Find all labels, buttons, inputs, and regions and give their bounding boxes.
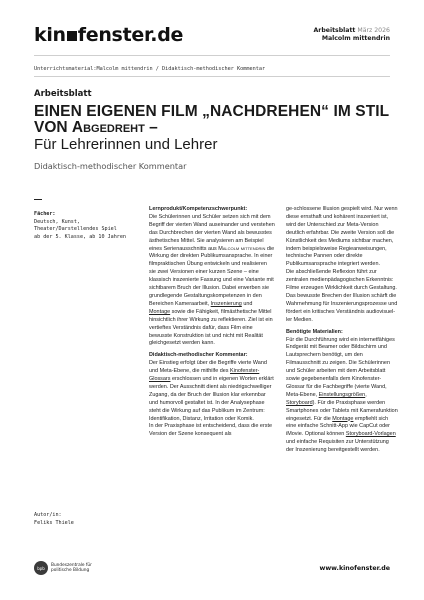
content-column-2 bbox=[286, 206, 398, 455]
heading-didactic-commentary: Didaktisch-methodischer Kommentar: bbox=[149, 352, 248, 359]
header-divider bbox=[34, 55, 390, 56]
link-einstellungsgroessen[interactable]: Einstellungsgrößen bbox=[318, 391, 366, 398]
document-info bbox=[314, 27, 390, 43]
bpb-name-line2: politische Bildung bbox=[51, 568, 90, 573]
page-subtitle: Didaktisch-methodischer Kommentar bbox=[34, 161, 187, 171]
paragraph-materials: Für die Durchführung wird ein internetfähiges Endgerät mit Beamer oder Bildschirm und Lautsprechern benötigt, um den Filmausschnitt zu zeigen. Die Schülerinnen und Schüler arbeiten mit dem Arbeitsblatt sowie gegebenenfalls dem Kinofenster-Glossar für die Fachbegriffe (vierte Wand, Meta-Ebene, Einstellungsgrößen, Storyboard). Für die Praxisphase werden Smartphones oder Tablets mit Kamerafunktion eingesetzt. Für die Montage empfiehlt sich eine einfache Schnitt-App wie CapCut oder iMovie. Optional können Storyboard-Vorlagen und einfache Requisiten zur Unterstützung der Inszenierung bereitgestellt werden. bbox=[286, 336, 398, 454]
heading-learning-product: Lernprodukt/Kompetenzschwerpunkt: bbox=[149, 206, 248, 212]
breadcrumb: Unterrichtsmaterial:Malcolm mittendrin / Didaktisch-methodischer Kommentar bbox=[34, 66, 266, 72]
footer-url-link[interactable]: www.kinofenster.de bbox=[319, 565, 390, 572]
bpb-name-line1: Bundeszentrale für bbox=[51, 563, 92, 568]
paragraph-reflection: Die abschließende Reflexion führt zur zentralen medienpädagogischen Erkenntnis: Filme erzeugen Wirklichkeit durch Gestaltung. Das bewusste Brechen der Illusion schärft die Wahrnehmung für Inszenierungsprozesse und fördert ein kritisches Verständnis audiovisuel-ler Medien. bbox=[286, 269, 398, 323]
bpb-name bbox=[51, 563, 92, 573]
logo-text-right: fenster.de bbox=[77, 24, 184, 46]
doc-type: Arbeitsblatt bbox=[313, 27, 356, 34]
page-title-line2 bbox=[34, 119, 158, 136]
breadcrumb-divider bbox=[34, 76, 390, 77]
kinofenster-logo[interactable] bbox=[34, 24, 183, 46]
paragraph-illusion: ge-schlossene Illusion gespielt wird. Nur wenn diese ernsthaft und kohärent inszeniert ist, wird der Unterschied zur Meta-Version deutlich erfahrbar. Die zweite Version soll die Künstlichkeit des Mediums sichtbar machen, indem beispielsweise Regieanweisungen, technische Pannen oder direkte Publikumsansprache integriert werden. bbox=[286, 206, 398, 268]
film-name-inline: Malcolm mittendrin bbox=[218, 245, 266, 252]
link-inszenierung[interactable]: Inszenierung bbox=[210, 300, 242, 307]
logo-square-icon bbox=[67, 31, 77, 41]
link-montage[interactable]: Montage bbox=[149, 308, 171, 315]
heading-materials: Benötigte Materialien: bbox=[286, 328, 343, 335]
paragraph-learning-product: Die Schülerinnen und Schüler setzen sich mit dem Begriff der vierten Wand auseinander und verstehen das Durchbrechen der vierten Wand als bewusstes ästhetisches Mittel. Sie analysieren am Beispiel eines Serienausschnitts aus Malcolm mittendrin die Wirkung der direkten Publikumsansprache. In einer filmpraktischen Übung entwickeln und realisieren sie zwei Versionen einer kurzen Szene – eine klassisch inszenierte Fassung und eine Variante mit sichtbarem Bruch der Illusion. Dabei erwerben sie grundlegende Gestaltungskompetenzen in den Bereichen Kameraarbeit, Inszenierung und Montage sowie die Fähigkeit, filmästhetische Mittel hinsichtlich ihrer Wirkung zu reflektieren. Ziel ist ein vertieftes Verständnis dafür, dass Film eine bewusste Konstruktion ist und nicht mit Realität gleichgesetzt werden kann. bbox=[149, 213, 275, 347]
link-storyboard-vorlagen[interactable]: Storyboard-Vorlagen bbox=[345, 431, 396, 438]
page-title-audience: Für Lehrerinnen und Lehrer bbox=[34, 136, 218, 153]
paragraph-practice-phase: In der Praxisphase ist entscheidend, dass die erste Version der Szene konsequent als bbox=[149, 423, 273, 438]
title-von: VON bbox=[34, 119, 72, 136]
title-film-name: Abgedreht bbox=[71, 119, 145, 136]
kicker: Arbeitsblatt bbox=[34, 89, 92, 99]
link-storyboard[interactable]: Storyboard bbox=[286, 399, 313, 406]
page-title-line1: EINEN EIGENEN FILM „NACHDREHEN“ IM STIL bbox=[34, 103, 390, 120]
author-value: Feliks Thiele bbox=[34, 519, 74, 526]
doc-date: März 2026 bbox=[357, 27, 390, 34]
link-montage-2[interactable]: Montage bbox=[332, 415, 354, 422]
author-label: Autor/in: bbox=[34, 512, 62, 518]
bpb-logo[interactable] bbox=[34, 561, 92, 575]
meta-author bbox=[34, 512, 134, 527]
content-column-1 bbox=[149, 206, 275, 439]
paragraph-didactic-commentary: Der Einstieg erfolgt über die Begriffe vierte Wand und Meta-Ebene, die mithilfe des Kinofenster-Glossars erschlossen und in eigenen Worten erklärt werden. Der Ausschnitt dient als niedrigschwelliger Zugang, da der Bruch der Illusion klar erkennbar und humorvoll gestaltet ist. In der Analysephase steht die Wirkung auf das Publikum im Zentrum: Identifikation, Distanz, Irritation oder Komik. bbox=[149, 360, 274, 422]
subjects-value: Deutsch, Kunst, Theater/Darstellendes Spiel bbox=[34, 218, 117, 233]
bpb-circle-icon: bpb bbox=[34, 561, 48, 575]
grade-value: ab der 5. Klasse, ab 10 Jahren bbox=[34, 233, 127, 240]
title-dash: – bbox=[144, 119, 158, 136]
meta-subjects bbox=[34, 211, 134, 241]
logo-text-left: kin bbox=[34, 24, 66, 46]
link-kinofenster-glossar[interactable]: Kinofenster-Glossars bbox=[149, 368, 260, 383]
meta-dash bbox=[34, 199, 42, 200]
subjects-label: Fächer: bbox=[34, 211, 56, 217]
film-title: Malcolm mittendrin bbox=[321, 35, 390, 42]
